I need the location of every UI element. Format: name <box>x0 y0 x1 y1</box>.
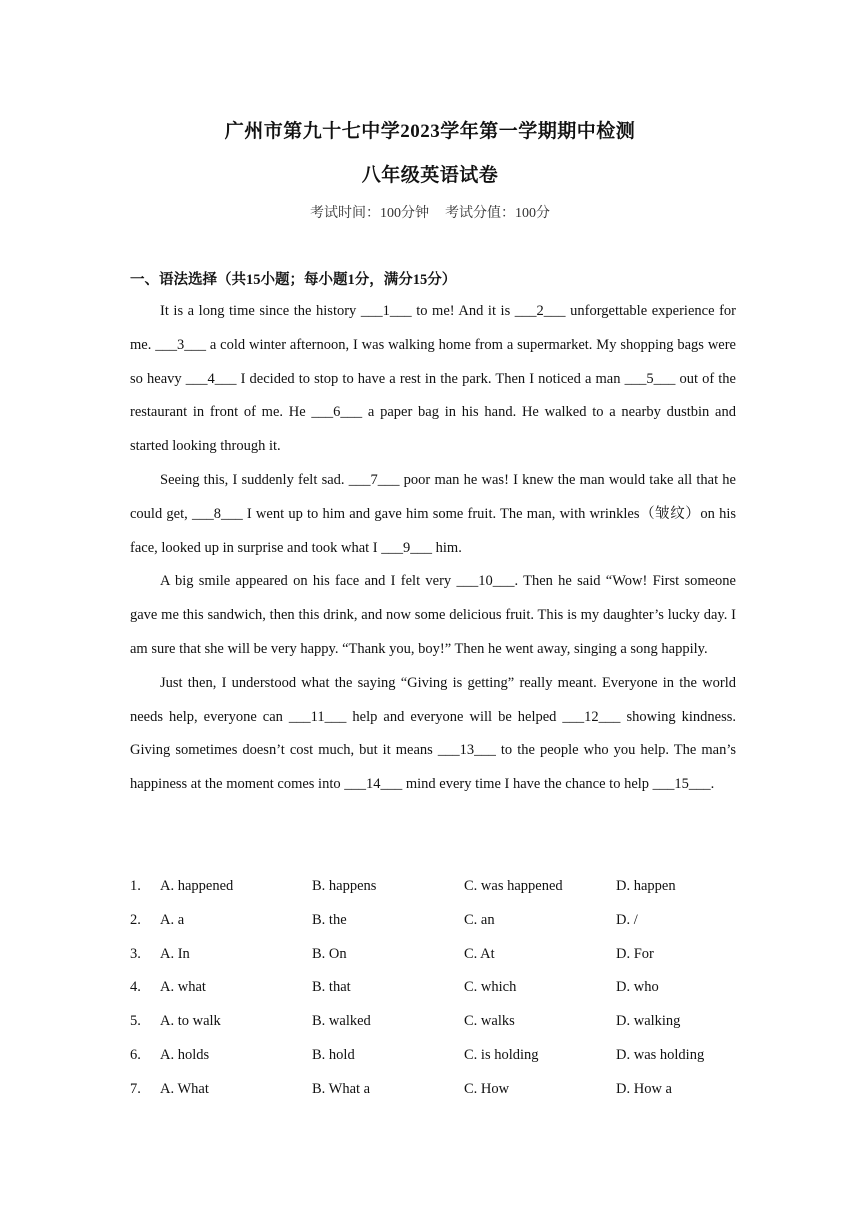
passage-paragraph: It is a long time since the history ___1___ to me! And it is ___2___ unforgettable experience for me. ___3___ a cold winter afternoon, I was walking home from a supermarket. My shopping bags were so heavy ___4___ I decided to stop to have a rest in the park. Then I noticed a man ___5___ out of the restaurant in front of me. He ___6___ a paper bag in his hand. He walked to a nearby dustbin and started looking through it. <box>130 303 736 455</box>
option-c: C. is holding <box>464 1046 539 1063</box>
passage-paragraph: Seeing this, I suddenly felt sad. ___7___ poor man he was! I knew the man would take all that he could get, ___8___ I went up to him and gave him some fruit. The man, with wrinkles（皱纹）on his face, looked up in surprise and took what I ___9___ him. <box>130 471 736 556</box>
option-d: D. For <box>616 945 654 962</box>
question-number: 5. <box>130 1013 141 1030</box>
option-c: C. At <box>464 945 495 962</box>
option-a: A. a <box>160 911 185 928</box>
option-a: A. happened <box>160 878 234 894</box>
option-d: D. / <box>616 911 638 928</box>
passage-paragraph: Just then, I understood what the saying “Giving is getting” really meant. Everyone in the world needs help, everyone can ___11___ help and everyone will be helped ___12___ showing kindness. Giving sometimes doesn’t cost much, but it means ___13___ to the people who you help. The man’s happiness at the moment comes into ___14___ mind every time I have the chance to help ___15___. <box>130 674 736 793</box>
question-options <box>130 870 736 1107</box>
option-b: B. happens <box>312 878 377 894</box>
exam-time: 考试时间：100分钟 <box>310 206 429 221</box>
exam-info <box>0 202 860 222</box>
question-number: 2. <box>130 911 141 928</box>
question-row <box>130 1005 736 1039</box>
option-d: D. happen <box>616 878 676 894</box>
option-c: C. was happened <box>464 878 563 894</box>
option-b: B. What a <box>312 1080 371 1097</box>
option-b: B. walked <box>312 1013 371 1030</box>
option-c: C. walks <box>464 1013 515 1030</box>
question-row <box>130 904 736 938</box>
option-c: C. an <box>464 911 495 928</box>
cloze-passage <box>130 295 736 802</box>
option-a: A. what <box>160 979 206 996</box>
question-row <box>130 1073 736 1107</box>
question-row <box>130 1039 736 1073</box>
exam-score: 考试分值：100分 <box>445 206 550 221</box>
passage-paragraph: A big smile appeared on his face and I felt very ___10___. Then he said “Wow! First someone gave me this sandwich, then this drink, and now some delicious fruit. This is my daughter’s lucky day. I am sure that she will be very happy. “Thank you, boy!” Then he went away, singing a song happily. <box>130 573 736 657</box>
option-b: B. hold <box>312 1046 355 1063</box>
option-c: C. How <box>464 1080 510 1097</box>
question-number: 3. <box>130 945 141 962</box>
option-a: A. to walk <box>160 1013 221 1030</box>
option-c: C. which <box>464 979 517 996</box>
option-a: A. What <box>160 1080 209 1097</box>
option-b: B. that <box>312 979 351 996</box>
option-d: D. How a <box>616 1080 672 1097</box>
option-d: D. was holding <box>616 1046 705 1063</box>
option-a: A. In <box>160 945 190 962</box>
question-number: 4. <box>130 979 141 996</box>
option-d: D. walking <box>616 1013 681 1030</box>
question-number: 7. <box>130 1080 141 1097</box>
page-title: 广州市第九十七中学2023学年第一学期期中检测 <box>224 121 636 142</box>
section-heading: 一、语法选择（共15小题；每小题1分，满分15分） <box>130 272 457 288</box>
question-number: 6. <box>130 1046 141 1063</box>
question-row <box>130 938 736 972</box>
option-d: D. who <box>616 979 659 996</box>
option-a: A. holds <box>160 1046 210 1063</box>
option-b: B. On <box>312 945 347 962</box>
question-number: 1. <box>130 878 141 894</box>
question-row <box>130 870 736 904</box>
option-b: B. the <box>312 911 347 928</box>
page-subtitle: 八年级英语试卷 <box>361 165 499 186</box>
question-row <box>130 971 736 1005</box>
